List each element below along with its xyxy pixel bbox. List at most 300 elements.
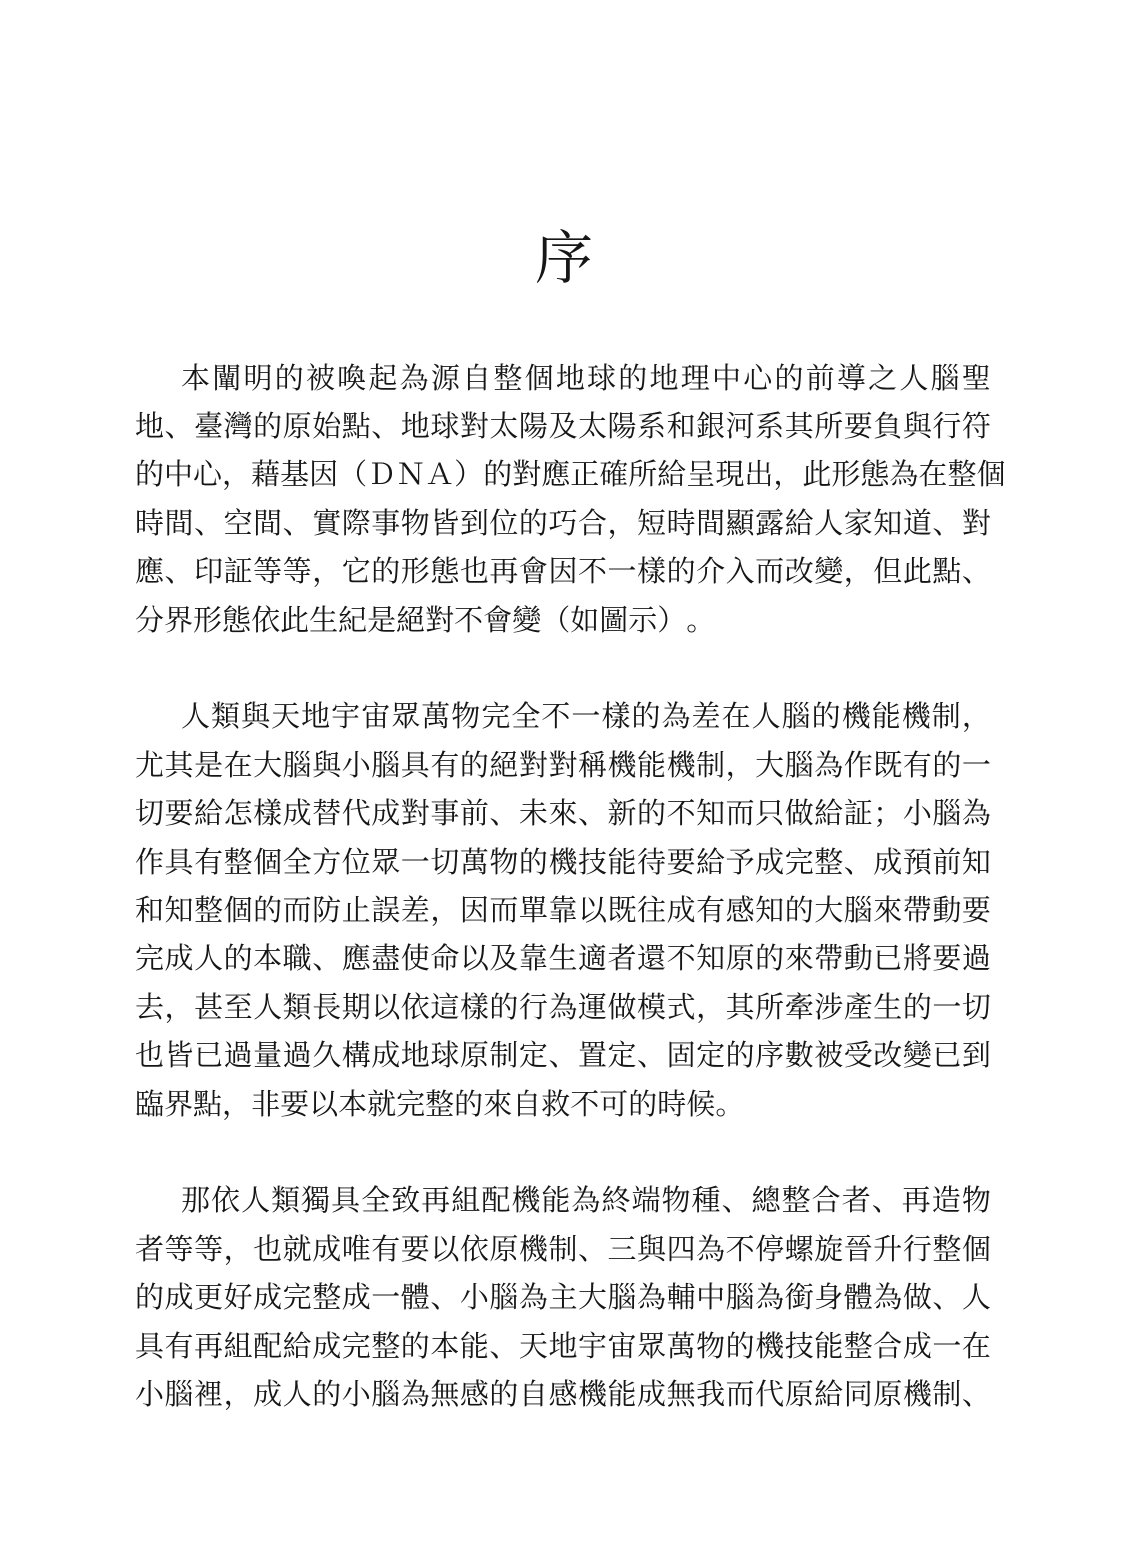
glyph: 誤: [371, 892, 401, 927]
text-line: [135, 836, 991, 884]
glyph: 等: [164, 1231, 194, 1266]
glyph: 者: [607, 941, 637, 976]
glyph: 成: [341, 1280, 371, 1315]
text-line: [135, 981, 991, 1029]
glyph: 不: [577, 554, 607, 589]
glyph: 實: [312, 505, 342, 540]
glyph: 組: [451, 1183, 481, 1218]
glyph: 藉: [251, 457, 281, 492]
glyph: 時: [666, 505, 696, 540]
glyph: 物: [961, 1183, 991, 1218]
glyph: 空: [223, 505, 253, 540]
glyph: 完: [135, 941, 165, 976]
glyph: 間: [696, 505, 726, 540]
glyph: 起: [368, 360, 398, 395]
glyph: 為: [637, 1280, 667, 1315]
glyph: 使: [400, 941, 430, 976]
glyph: 的: [518, 844, 548, 879]
glyph: 配: [253, 1328, 283, 1363]
glyph: 的: [784, 892, 814, 927]
glyph: 、: [577, 1231, 607, 1266]
glyph: 。: [715, 1086, 745, 1121]
glyph: 眾: [371, 844, 401, 879]
glyph: 而: [282, 892, 312, 927]
glyph: 有: [902, 747, 932, 782]
glyph: 這: [430, 989, 460, 1024]
glyph: 為: [814, 747, 844, 782]
glyph: 人: [194, 941, 224, 976]
glyph: 萬: [459, 844, 489, 879]
glyph: 完: [481, 699, 511, 734]
glyph: 的: [253, 409, 283, 444]
glyph: 而: [725, 796, 755, 831]
glyph: ，: [843, 554, 873, 589]
glyph: 新: [607, 796, 637, 831]
text-line: [135, 884, 991, 932]
glyph: 而: [489, 892, 519, 927]
glyph: 既: [607, 892, 637, 927]
glyph: 地: [555, 360, 585, 395]
glyph: 體: [400, 1280, 430, 1315]
glyph: 有: [430, 747, 460, 782]
glyph: 定: [518, 1038, 548, 1073]
glyph: 短: [637, 505, 667, 540]
glyph: 防: [312, 892, 342, 927]
glyph: 怎: [223, 796, 253, 831]
glyph: ，: [430, 892, 460, 927]
glyph: 事: [371, 505, 401, 540]
glyph: 球: [430, 1038, 460, 1073]
glyph: 一: [571, 699, 601, 734]
glyph: 態: [860, 457, 890, 492]
glyph: 機: [577, 1376, 607, 1411]
glyph: 去: [135, 989, 165, 1024]
glyph: 予: [725, 844, 755, 879]
glyph: ，: [222, 457, 252, 492]
glyph: 具: [331, 1183, 361, 1218]
glyph: 的: [489, 1376, 519, 1411]
glyph: 在: [721, 699, 751, 734]
glyph: 、: [489, 1328, 519, 1363]
glyph: 符: [961, 409, 991, 444]
glyph: 個: [976, 457, 1006, 492]
glyph: 能: [637, 747, 667, 782]
glyph: 証: [223, 554, 253, 589]
glyph: 完: [784, 844, 814, 879]
glyph: Ｄ: [367, 457, 397, 492]
glyph: 螺: [784, 1231, 814, 1266]
glyph: 、: [871, 1183, 901, 1218]
glyph: 整: [493, 360, 523, 395]
glyph: 晉: [843, 1231, 873, 1266]
glyph: 、: [961, 1376, 991, 1411]
glyph: 對: [425, 602, 455, 637]
glyph: 整: [312, 1280, 342, 1315]
glyph: 眾: [391, 699, 421, 734]
glyph: 及: [548, 409, 578, 444]
glyph: 道: [902, 505, 932, 540]
text-line: [135, 1223, 991, 1271]
glyph: 但: [873, 554, 903, 589]
glyph: 宙: [607, 1328, 637, 1363]
glyph: 原: [784, 1376, 814, 1411]
glyph: 至: [223, 989, 253, 1024]
glyph: 銜: [784, 1280, 814, 1315]
glyph: 成: [253, 1376, 283, 1411]
glyph: 可: [599, 1086, 629, 1121]
glyph: 方: [312, 844, 342, 879]
glyph: 差: [691, 699, 721, 734]
glyph: 變: [814, 554, 844, 589]
glyph: 成: [164, 1280, 194, 1315]
glyph: 河: [725, 409, 755, 444]
glyph: 腦: [932, 796, 962, 831]
glyph: 類: [211, 699, 241, 734]
glyph: 職: [282, 941, 312, 976]
glyph: 成: [371, 1038, 401, 1073]
glyph: 給: [696, 844, 726, 879]
glyph: 制: [696, 747, 726, 782]
glyph: 完: [282, 1280, 312, 1315]
glyph: 人: [241, 1183, 271, 1218]
glyph: 數: [784, 1038, 814, 1073]
glyph: 事: [430, 796, 460, 831]
glyph: 完: [396, 1086, 426, 1121]
glyph: 人: [282, 1376, 312, 1411]
glyph: 將: [902, 941, 932, 976]
glyph: 生: [548, 941, 578, 976]
glyph: 再: [194, 1328, 224, 1363]
glyph: 也: [253, 1231, 283, 1266]
glyph: 大: [253, 747, 283, 782]
glyph: ）: [657, 602, 687, 637]
glyph: 整: [425, 1086, 455, 1121]
glyph: 到: [961, 1038, 991, 1073]
glyph: 以: [371, 989, 401, 1024]
glyph: 個: [253, 844, 283, 879]
glyph: 再: [421, 1183, 451, 1218]
glyph: 好: [223, 1280, 253, 1315]
glyph: 原: [459, 1038, 489, 1073]
glyph: 本: [430, 1328, 460, 1363]
glyph: 成: [253, 1280, 283, 1315]
glyph: 臨: [135, 1086, 165, 1121]
glyph: 之: [868, 360, 898, 395]
glyph: 所: [814, 409, 844, 444]
glyph: 人: [751, 699, 781, 734]
glyph: 個: [223, 892, 253, 927]
glyph: 的: [371, 554, 401, 589]
glyph: 過: [961, 941, 991, 976]
glyph: ，: [222, 1086, 252, 1121]
glyph: 能: [814, 1328, 844, 1363]
glyph: 要: [843, 409, 873, 444]
glyph: 系: [637, 409, 667, 444]
glyph: 與: [312, 747, 342, 782]
glyph: 地: [301, 699, 331, 734]
glyph: 的: [755, 941, 785, 976]
text-line: [135, 739, 991, 787]
glyph: 時: [657, 1086, 687, 1121]
glyph: 其: [725, 989, 755, 1024]
glyph: 、: [548, 1038, 578, 1073]
glyph: 、: [932, 505, 962, 540]
glyph: 因: [548, 554, 578, 589]
glyph: 物: [489, 844, 519, 879]
glyph: 人: [961, 1280, 991, 1315]
glyph: 命: [430, 941, 460, 976]
glyph: 絕: [489, 747, 519, 782]
glyph: 要: [932, 941, 962, 976]
glyph: 會: [483, 602, 513, 637]
glyph: 整: [947, 457, 977, 492]
glyph: 也: [459, 554, 489, 589]
glyph: 構: [341, 1038, 371, 1073]
glyph: 代: [755, 1376, 785, 1411]
glyph: 端: [631, 1183, 661, 1218]
glyph: 為: [548, 989, 578, 1024]
text-line: [135, 400, 991, 448]
glyph: 應: [541, 457, 571, 492]
glyph: 動: [932, 892, 962, 927]
glyph: 感: [548, 1376, 578, 1411]
glyph: 自: [462, 360, 492, 395]
glyph: 前: [805, 360, 835, 395]
glyph: 喚: [337, 360, 367, 395]
glyph: 的: [628, 1086, 658, 1121]
glyph: 是: [367, 602, 397, 637]
glyph: 來: [873, 892, 903, 927]
glyph: 一: [932, 989, 962, 1024]
glyph: 也: [135, 1038, 165, 1073]
text-line: [135, 546, 991, 594]
glyph: 到: [459, 505, 489, 540]
glyph: 皆: [430, 505, 460, 540]
text-line: [135, 594, 991, 642]
glyph: 機: [607, 747, 637, 782]
glyph: 的: [618, 360, 648, 395]
glyph: 應: [135, 554, 165, 589]
glyph: 入: [725, 554, 755, 589]
glyph: 樣: [637, 554, 667, 589]
glyph: 的: [637, 796, 667, 831]
glyph: 樣: [601, 699, 631, 734]
glyph: 制: [548, 1231, 578, 1266]
glyph: 者: [841, 1183, 871, 1218]
glyph: 導: [836, 360, 866, 395]
glyph: 整: [781, 1183, 811, 1218]
glyph: 一: [961, 747, 991, 782]
glyph: 整: [371, 1328, 401, 1363]
glyph: 做: [784, 796, 814, 831]
glyph: 無: [666, 1376, 696, 1411]
glyph: 給: [194, 796, 224, 831]
glyph: 對: [961, 505, 991, 540]
glyph: 依: [251, 602, 281, 637]
glyph: 其: [164, 747, 194, 782]
glyph: 系: [755, 409, 785, 444]
glyph: 合: [577, 505, 607, 540]
glyph: 過: [282, 1038, 312, 1073]
glyph: 人: [181, 699, 211, 734]
glyph: 再: [901, 1183, 931, 1218]
glyph: 為: [755, 1280, 785, 1315]
glyph: 物: [451, 699, 481, 734]
glyph: 中: [164, 457, 194, 492]
glyph: 造: [931, 1183, 961, 1218]
glyph: 位: [341, 844, 371, 879]
glyph: 的: [400, 1328, 430, 1363]
glyph: 機: [666, 747, 696, 782]
glyph: 替: [312, 796, 342, 831]
glyph: 個: [524, 360, 554, 395]
glyph: 腦: [489, 1280, 519, 1315]
glyph: 、: [430, 1280, 460, 1315]
glyph: 成: [873, 844, 903, 879]
glyph: 基: [280, 457, 310, 492]
glyph: 被: [814, 1038, 844, 1073]
glyph: 依: [211, 1183, 241, 1218]
glyph: 成: [312, 1328, 342, 1363]
glyph: 示: [628, 602, 658, 637]
glyph: 是: [194, 747, 224, 782]
glyph: 唯: [341, 1231, 371, 1266]
glyph: 為: [400, 1376, 430, 1411]
glyph: 的: [932, 747, 962, 782]
glyph: 候: [686, 1086, 716, 1121]
glyph: 機: [518, 1231, 548, 1266]
glyph: 始: [312, 409, 342, 444]
glyph: 腦: [784, 747, 814, 782]
glyph: 與: [637, 1231, 667, 1266]
glyph: 機: [902, 1376, 932, 1411]
glyph: 陽: [518, 409, 548, 444]
glyph: 往: [637, 892, 667, 927]
glyph: 無: [430, 1376, 460, 1411]
glyph: 介: [696, 554, 726, 589]
glyph: 尤: [135, 747, 165, 782]
glyph: 甚: [194, 989, 224, 1024]
glyph: 已: [873, 941, 903, 976]
glyph: 類: [271, 1183, 301, 1218]
glyph: 依: [400, 989, 430, 1024]
glyph: 態: [430, 554, 460, 589]
glyph: 的: [489, 989, 519, 1024]
glyph: 變: [902, 1038, 932, 1073]
glyph: 確: [599, 457, 629, 492]
text-line: [135, 497, 991, 545]
glyph: 太: [489, 409, 519, 444]
glyph: 技: [577, 844, 607, 879]
glyph: 代: [341, 796, 371, 831]
glyph: 、: [577, 796, 607, 831]
glyph: ，: [961, 699, 991, 734]
glyph: 產: [843, 989, 873, 1024]
glyph: 切: [135, 796, 165, 831]
glyph: 要: [961, 892, 991, 927]
glyph: 、: [194, 505, 224, 540]
glyph: 腦: [282, 747, 312, 782]
glyph: 對: [459, 409, 489, 444]
glyph: 所: [628, 457, 658, 492]
glyph: 成: [371, 796, 401, 831]
glyph: 以: [309, 1086, 339, 1121]
glyph: 全: [511, 699, 541, 734]
glyph: 牽: [784, 989, 814, 1024]
glyph: 對: [518, 747, 548, 782]
text-line: [135, 1368, 991, 1416]
glyph: 機: [901, 699, 931, 734]
glyph: 給: [657, 457, 687, 492]
glyph: 現: [715, 457, 745, 492]
glyph: 圖: [599, 602, 629, 637]
glyph: 小: [459, 1280, 489, 1315]
glyph: 。: [686, 602, 716, 637]
glyph: 成: [164, 941, 194, 976]
glyph: 主: [548, 1280, 578, 1315]
glyph: 如: [570, 602, 600, 637]
glyph: 置: [577, 1038, 607, 1073]
glyph: 分: [135, 602, 165, 637]
glyph: 具: [135, 1328, 165, 1363]
glyph: 機: [511, 1183, 541, 1218]
glyph: 定: [607, 1038, 637, 1073]
glyph: 做: [607, 989, 637, 1024]
glyph: 不: [666, 796, 696, 831]
glyph: 呈: [686, 457, 716, 492]
glyph: 為: [961, 796, 991, 831]
glyph: 宇: [577, 1328, 607, 1363]
glyph: 有: [164, 1328, 194, 1363]
glyph: 球: [587, 360, 617, 395]
glyph: 終: [601, 1183, 631, 1218]
text-line: [135, 352, 991, 400]
glyph: 模: [637, 989, 667, 1024]
glyph: 個: [961, 1231, 991, 1266]
glyph: 來: [784, 941, 814, 976]
glyph: 量: [253, 1038, 283, 1073]
glyph: 印: [194, 554, 224, 589]
glyph: 界: [164, 1086, 194, 1121]
glyph: 成: [755, 844, 785, 879]
glyph: 原: [489, 1231, 519, 1266]
glyph: 技: [784, 1328, 814, 1363]
page-title: 序: [534, 224, 593, 292]
text-line: [135, 1320, 991, 1368]
glyph: 形: [400, 554, 430, 589]
glyph: Ｎ: [396, 457, 426, 492]
glyph: 腦: [371, 747, 401, 782]
text-line: [135, 933, 991, 981]
glyph: 其: [784, 409, 814, 444]
glyph: 一: [932, 1328, 962, 1363]
glyph: 給: [814, 796, 844, 831]
glyph: 既: [873, 747, 903, 782]
glyph: 宙: [361, 699, 391, 734]
glyph: 此: [280, 602, 310, 637]
glyph: 種: [691, 1183, 721, 1218]
glyph: 同: [843, 1376, 873, 1411]
glyph: 適: [577, 941, 607, 976]
glyph: 大: [814, 892, 844, 927]
glyph: 生: [309, 602, 339, 637]
glyph: 而: [755, 554, 785, 589]
glyph: 的: [454, 1086, 484, 1121]
glyph: 源: [430, 360, 460, 395]
glyph: 我: [696, 1376, 726, 1411]
glyph: 裡: [194, 1376, 224, 1411]
glyph: 體: [843, 1280, 873, 1315]
